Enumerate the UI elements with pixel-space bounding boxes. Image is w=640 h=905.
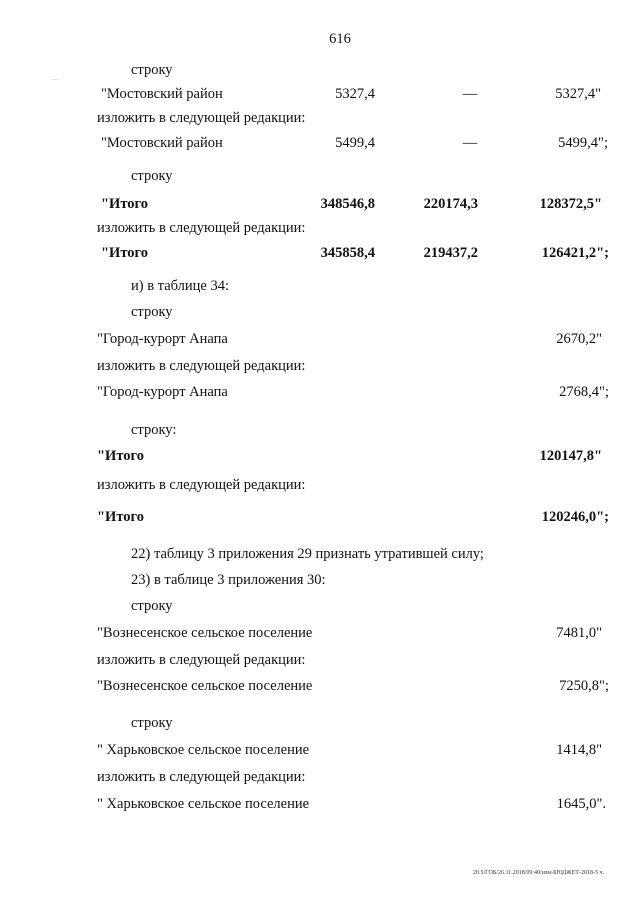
row-value-1: 345858,4 — [320, 245, 375, 261]
row-value-1: 5499,4 — [335, 135, 375, 151]
item-22: 22) таблицу 3 приложения 29 признать утратившей силу; — [131, 546, 484, 562]
row-value-2: 220174,3 — [423, 196, 478, 212]
row-name: "Итого — [97, 448, 144, 464]
row-name: "Вознесенское сельское поселение — [97, 625, 313, 641]
row-value-2: — — [462, 135, 478, 151]
row-name: "Мостовский район — [101, 86, 223, 102]
row-value: 2768,4"; — [559, 384, 609, 400]
row-name: "Город-курорт Анапа — [97, 384, 228, 400]
row-name: "Итого — [101, 245, 148, 261]
row-value: 120246,0"; — [541, 509, 609, 525]
row-value: 2670,2" — [556, 331, 602, 347]
footer-stamp: 20.5/ГОБ/26.11.2018/09:40/изм-БЮДЖЕТ-2018-5 ч. — [473, 870, 604, 876]
item-23: 23) в таблице 3 приложения 30: — [131, 572, 326, 588]
row-name: " Харьковское сельское поселение — [97, 796, 310, 812]
row-name: "Вознесенское сельское поселение — [97, 678, 313, 694]
row-name: "Мостовский район — [101, 135, 223, 151]
stroku-label: строку — [131, 168, 173, 184]
stroku-label: строку: — [131, 422, 177, 438]
izlozhit-label: изложить в следующей редакции: — [97, 220, 306, 236]
row-value: 1645,0". — [556, 796, 606, 812]
row-value-3: 128372,5" — [539, 196, 602, 212]
stroku-label: строку — [131, 715, 173, 731]
stroku-label: строку — [131, 598, 173, 614]
row-value: 7481,0" — [556, 625, 602, 641]
izlozhit-label: изложить в следующей редакции: — [97, 769, 306, 785]
izlozhit-label: изложить в следующей редакции: — [97, 652, 306, 668]
row-value-3: 5327,4" — [555, 86, 601, 102]
row-name: "Итого — [97, 509, 144, 525]
row-value-2: 219437,2 — [423, 245, 478, 261]
row-value-2: — — [462, 86, 478, 102]
row-name: " Харьковское сельское поселение — [97, 742, 310, 758]
stroku-label: строку — [131, 62, 173, 78]
row-value-3: 5499,4"; — [558, 135, 608, 151]
row-name: "Итого — [101, 196, 148, 212]
stroku-label: строку — [131, 304, 173, 320]
izlozhit-label: изложить в следующей редакции: — [97, 110, 306, 126]
row-value-1: 348546,8 — [320, 196, 375, 212]
table-34-heading: и) в таблице 34: — [131, 278, 229, 294]
margin-mark: .... — [52, 76, 58, 82]
page-number: 616 — [329, 31, 351, 47]
row-value-1: 5327,4 — [335, 86, 375, 102]
row-value: 1414,8" — [556, 742, 602, 758]
row-value: 120147,8" — [539, 448, 602, 464]
row-value: 7250,8"; — [559, 678, 609, 694]
row-name: "Город-курорт Анапа — [97, 331, 228, 347]
izlozhit-label: изложить в следующей редакции: — [97, 358, 306, 374]
izlozhit-label: изложить в следующей редакции: — [97, 477, 306, 493]
row-value-3: 126421,2"; — [541, 245, 609, 261]
